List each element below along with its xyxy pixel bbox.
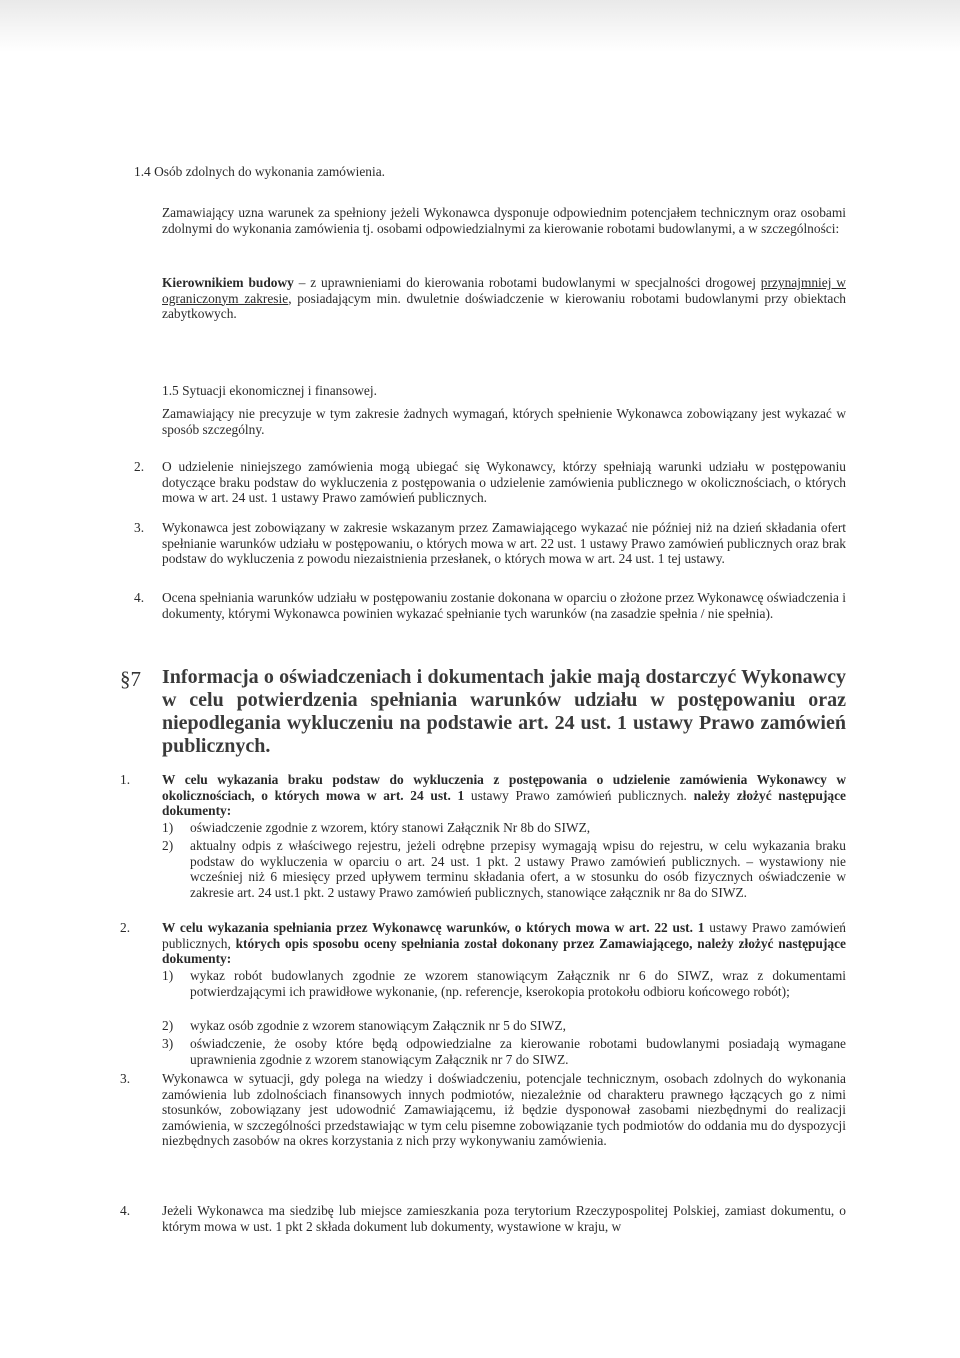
section-1-4-title: 1.4 Osób zdolnych do wykonania zamówienia.: [134, 164, 386, 179]
sub-item-number: 3): [162, 1036, 174, 1051]
section-7-heading: Informacja o oświadczeniach i dokumentach jakie mają dostarczyć Wykonawcy w celu potwierdzenia spełniania warunków udziału w postępowaniu oraz niepodlegania wykluczeniu na podstawie art. 24 ust. 1 ustawy Prawo zamówień publicznych.: [162, 666, 846, 757]
section-7-item-3-text: Wykonawca w sytuacji, gdy polega na wiedzy i doświadczeniu, potencjale technicznym, osobach zdolnych do wykonania zamówienia lub zdolnościach finansowych innych podmiotów, niezależnie od charakteru prawnego łączących go z nimi stosunków, zobowiązany jest udowodnić Zamawiającemu, iż będzie dysponował zasobami niezbędnymi do realizacji zamówienia, w szczególności przedstawiając w tym celu pisemne zobowiązanie tych podmiotów do oddania mu do dyspozycji niezbędnych zasobów na okres korzystania z nich przy wykonywaniu zamówienia.: [162, 1071, 846, 1149]
list-item-number: 2.: [134, 459, 145, 474]
list-item-number: 3.: [120, 1071, 131, 1086]
scan-top-shadow: [0, 0, 960, 52]
section-1-5-paragraph: Zamawiający nie precyzuje w tym zakresie żadnych wymagań, których spełnienie Wykonawca zobowiązany jest wykazać w sposób szczególny.: [162, 406, 846, 437]
item-1-normal: ustawy Prawo zamówień publicznych.: [464, 787, 687, 803]
item-2-normal: ustawy Prawo zamówień publicznych,: [162, 920, 846, 951]
item-2-bold-required: których opis sposobu oceny spełniania został dokonany przez Zamawiającego, należy złożyć następujące dokumenty:: [162, 935, 846, 967]
list-item-number: 4.: [134, 590, 145, 605]
sub-item-number: 2): [162, 838, 174, 853]
kierownik-label: Kierownikiem budowy: [162, 275, 294, 290]
sub-item-number: 2): [162, 1018, 174, 1033]
sub-item-text: aktualny odpis z właściwego rejestru, jeżeli odrębne przepisy wymagają wpisu do rejestru, w celu wykazania braku podstaw do wykluczenia w oparciu o art. 24 ust. 1 pkt. 2 ustawy Prawo zamówień publicznych. – wystawiony nie wcześniej niż 6 miesięcy przed upływem terminu składania ofert, a w stosunku do osób fizycznych oświadczenie w zakresie art. 24 ust.1 pkt. 2 ustawy Prawo zamówień publicznych, stanowiące załącznik nr 8a do SIWZ.: [190, 838, 846, 900]
sub-item-number: 1): [162, 968, 174, 983]
sub-item-text: wykaz robót budowlanych zgodnie ze wzorem stanowiącym Załącznik nr 6 do SIWZ, wraz z dokumentami potwierdzającymi ich prawidłowe wykonanie, (np. referencje, kserokopia protokołu odbioru końcowego robót);: [190, 968, 846, 999]
sub-item-text: wykaz osób zgodnie z wzorem stanowiącym Załącznik nr 5 do SIWZ,: [190, 1018, 566, 1033]
list-item-number: 1.: [120, 772, 131, 787]
list-item-number: 2.: [120, 920, 131, 935]
list-item-number: 3.: [134, 520, 145, 535]
kierownik-text-a: – z uprawnieniami do kierowania robotami budowlanymi w specjalności drogowej: [293, 275, 761, 290]
section-7-item-2-intro: [162, 920, 846, 967]
section-7-item-1-intro: [162, 772, 846, 819]
list-item-text: Ocena spełniania warunków udziału w postępowaniu zostanie dokonana w oparciu o złożone przez Wykonawcę oświadczenia i dokumenty, którymi Wykonawca powinien wykazać spełnianie tych warunków (na zasadzie spełnia / nie spełnia).: [162, 590, 846, 621]
kierownik-text-b: , posiadającym min. dwuletnie doświadczenie w kierowaniu robotami budowlanymi przy obiektach zabytkowych.: [162, 290, 846, 322]
item-1-bold-intro: W celu wykazania braku podstaw do wykluczenia z postępowania o udzielenie zamówienia Wykonawcy w okolicznościach, o których mowa w art. 24 ust. 1: [162, 772, 846, 803]
section-7-number: §7: [120, 667, 141, 691]
section-1-4-kierownik-paragraph: [162, 275, 846, 322]
section-1-5-title: 1.5 Sytuacji ekonomicznej i finansowej.: [162, 383, 377, 398]
list-item-text: Wykonawca jest zobowiązany w zakresie wskazanym przez Zamawiającego wykazać nie później niż na dzień składania ofert spełnianie warunków udziału w postępowaniu, o których mowa w art. 22 ust. 1 ustawy Prawo zamówień publicznych oraz brak podstaw do wykluczenia z powodu niezaistnienia przesłanek, o których mowa w art. 24 ust. 1 tej ustawy.: [162, 520, 846, 567]
sub-item-number: 1): [162, 820, 174, 835]
sub-item-text: oświadczenie zgodnie z wzorem, który stanowi Załącznik Nr 8b do SIWZ,: [190, 820, 591, 835]
list-item-number: 4.: [120, 1203, 131, 1218]
item-2-bold-intro: W celu wykazania spełniania przez Wykonawcę warunków, o których mowa w art. 22 ust. 1: [162, 920, 705, 935]
list-item-text: O udzielenie niniejszego zamówienia mogą ubiegać się Wykonawcy, którzy spełniają warunki udziału w postępowaniu dotyczące braku podstaw do wykluczenia z postępowania o udzielenie zamówienia publicznego w okolicznościach, o których mowa w art. 24 ust. 1 ustawy Prawo zamówień publicznych.: [162, 459, 846, 506]
sub-item-text: oświadczenie, że osoby które będą odpowiedzialne za kierowanie robotami budowlanymi posiadają wymagane uprawnienia zgodnie z wzorem stanowiącym Załącznik nr 7 do SIWZ.: [190, 1036, 846, 1067]
item-1-bold-required: należy złożyć następujące dokumenty:: [162, 787, 847, 819]
kierownik-underlined: przynajmniej w ograniczonym zakresie: [162, 275, 846, 306]
section-1-4-paragraph: Zamawiający uzna warunek za spełniony jeżeli Wykonawca dysponuje odpowiednim potencjałem technicznym oraz osobami zdolnymi do wykonania zamówienia tj. osobami odpowiedzialnymi za kierowanie robotami budowlanymi, a w szczególności:: [162, 205, 846, 236]
section-7-item-4-text: Jeżeli Wykonawca ma siedzibę lub miejsce zamieszkania poza terytorium Rzeczypospolitej Polskiej, zamiast dokumentu, o którym mowa w ust. 1 pkt 2 składa dokument lub dokumenty, wystawione w kraju, w: [162, 1203, 846, 1234]
